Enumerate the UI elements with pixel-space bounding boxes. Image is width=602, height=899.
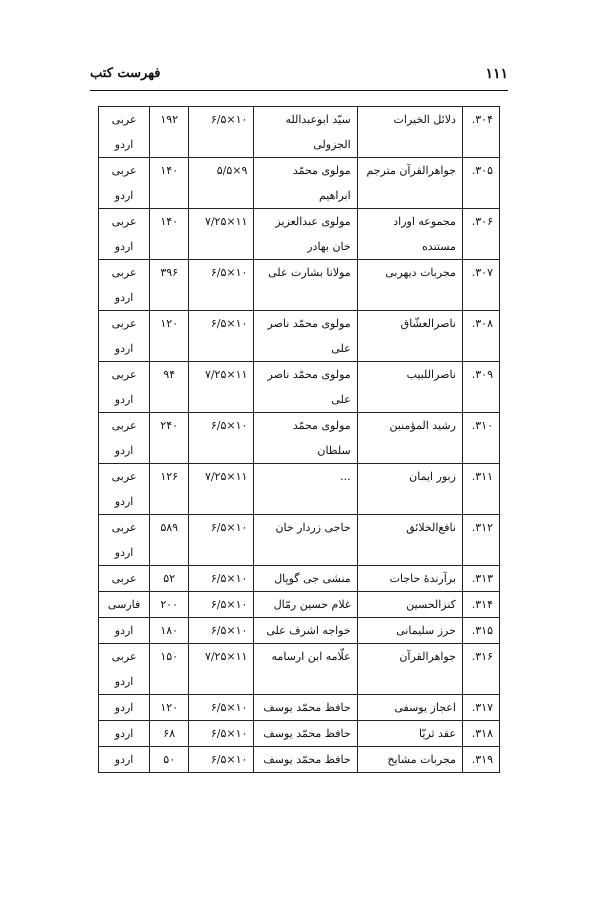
language-line: اردو (114, 189, 134, 202)
page-count-cell: ۲۰۰ (150, 592, 189, 618)
book-size-cell: ۹×۵/۵ (189, 158, 254, 209)
table-row (99, 747, 500, 773)
page-count-cell: ۵۸۹ (150, 515, 189, 566)
author-cell (254, 413, 357, 464)
table-row (99, 158, 500, 209)
author-line: حافظ محمّد یوسف (263, 727, 351, 740)
book-title-line: مستنده (422, 240, 456, 253)
table-row (99, 362, 500, 413)
author-cell (254, 618, 357, 644)
entry-number-cell: ۳۱۴. (462, 592, 499, 618)
page-count-cell: ۱۸۰ (150, 618, 189, 644)
language-line: عربی (111, 470, 137, 483)
entry-number-cell: ۳۱۱. (462, 464, 499, 515)
page-count-cell: ۱۴۰ (150, 158, 189, 209)
book-title-cell (357, 695, 462, 721)
book-size-cell: ۱۰×۶/۵ (189, 515, 254, 566)
entry-number-cell: ۳۱۶. (462, 644, 499, 695)
book-title-line: جواهرالقرآن مترجم (366, 164, 456, 177)
book-size-cell: ۱۰×۶/۵ (189, 260, 254, 311)
table-row (99, 464, 500, 515)
book-title-line: برآرندهٔ حاجات (389, 572, 456, 585)
book-size-cell: ۱۰×۶/۵ (189, 107, 254, 158)
author-line: غلام حسین رمّال (273, 598, 351, 611)
author-line: حافظ محمّد یوسف (263, 753, 351, 766)
language-line: فارسی (107, 598, 141, 611)
table-row (99, 413, 500, 464)
author-cell (254, 311, 357, 362)
entry-number-cell: ۳۱۷. (462, 695, 499, 721)
author-line: مولوی محمّد ناصر (267, 368, 351, 381)
book-title-line: عقد ثریّا (418, 727, 456, 740)
book-title-line: مجربات مشایخ (387, 753, 456, 766)
table-row (99, 311, 500, 362)
language-cell (99, 644, 150, 695)
book-title-cell (357, 464, 462, 515)
page-number: ۱۱۱ (485, 66, 508, 82)
book-size-cell: ۱۱×۷/۲۵ (189, 644, 254, 695)
author-line: مولوی محمّد ناصر (267, 317, 351, 330)
language-line: اردو (114, 624, 134, 637)
language-cell (99, 566, 150, 592)
entry-number-cell: ۳۱۹. (462, 747, 499, 773)
language-line: اردو (114, 291, 134, 304)
language-line: عربی (111, 164, 137, 177)
book-title-cell (357, 515, 462, 566)
page-count-cell: ۱۲۰ (150, 311, 189, 362)
book-title-cell (357, 209, 462, 260)
book-size-cell: ۱۱×۷/۲۵ (189, 362, 254, 413)
entry-number-cell: ۳۱۳. (462, 566, 499, 592)
author-cell (254, 695, 357, 721)
entry-number-cell: ۳۰۶. (462, 209, 499, 260)
page-count-cell: ۲۴۰ (150, 413, 189, 464)
book-title-cell (357, 260, 462, 311)
catalog-table (98, 106, 500, 773)
entry-number-cell: ۳۱۸. (462, 721, 499, 747)
book-title-line: مجموعه اوراد (393, 215, 456, 228)
author-line: سیّد ابوعبدالله (285, 113, 351, 126)
book-title-line: زبور ایمان (409, 470, 456, 483)
language-line: اردو (114, 240, 134, 253)
table-row (99, 592, 500, 618)
author-line: ابراهیم (318, 189, 351, 202)
language-line: اردو (114, 138, 134, 151)
book-title-line: دلائل الخيرات (393, 113, 456, 126)
page-count-cell: ۶۸ (150, 721, 189, 747)
language-line: عربی (111, 368, 137, 381)
entry-number-cell: ۳۱۵. (462, 618, 499, 644)
entry-number-cell: ۳۰۹. (462, 362, 499, 413)
language-line: عربی (111, 521, 137, 534)
book-size-cell: ۱۰×۶/۵ (189, 592, 254, 618)
book-size-cell: ۱۰×۶/۵ (189, 695, 254, 721)
language-cell (99, 515, 150, 566)
language-cell (99, 209, 150, 260)
book-title-line: ناصراللبیب (406, 368, 456, 381)
author-line: علی (331, 393, 351, 406)
table-row (99, 618, 500, 644)
language-line: عربی (111, 266, 137, 279)
book-title-line: نافع‌الخلائق (406, 521, 456, 534)
table-row (99, 515, 500, 566)
author-line: الجزولی (313, 138, 351, 151)
author-cell (254, 260, 357, 311)
table-row (99, 209, 500, 260)
table-row (99, 695, 500, 721)
table-row (99, 721, 500, 747)
author-line: مولوی محمّد (292, 419, 351, 432)
book-title-line: جواهرالقرآن (399, 650, 456, 663)
author-line: مولوی عبدالعزیز (275, 215, 351, 228)
author-cell (254, 747, 357, 773)
author-line: حافظ محمّد یوسف (263, 701, 351, 714)
page-count-cell: ۱۵۰ (150, 644, 189, 695)
entry-number-cell: ۳۰۴. (462, 107, 499, 158)
author-cell (254, 209, 357, 260)
page-count-cell: ۳۹۶ (150, 260, 189, 311)
author-line: سلطان (317, 444, 351, 457)
language-cell (99, 107, 150, 158)
table-row (99, 107, 500, 158)
language-line: عربی (111, 650, 137, 663)
author-cell (254, 566, 357, 592)
author-line: مولانا بشارت علی (268, 266, 351, 279)
author-line: مولوی محمّد (292, 164, 351, 177)
book-size-cell: ۱۰×۶/۵ (189, 311, 254, 362)
page-header (90, 66, 508, 88)
language-line: اردو (114, 753, 134, 766)
page-count-cell: ۱۲۶ (150, 464, 189, 515)
running-title: فهرست کتب (90, 66, 161, 81)
language-line: عربی (111, 215, 137, 228)
language-line: عربی (111, 572, 137, 585)
book-title-line: اعجاز یوسفی (394, 701, 456, 714)
language-cell (99, 747, 150, 773)
table-row (99, 644, 500, 695)
book-size-cell: ۱۰×۶/۵ (189, 721, 254, 747)
author-cell (254, 464, 357, 515)
table-row (99, 566, 500, 592)
language-line: عربی (111, 317, 137, 330)
language-cell (99, 618, 150, 644)
page-count-cell: ۹۴ (150, 362, 189, 413)
book-title-cell (357, 566, 462, 592)
language-line: اردو (114, 393, 134, 406)
book-title-line: مجربات دیهربی (385, 266, 456, 279)
book-title-cell (357, 311, 462, 362)
language-line: عربی (111, 113, 137, 126)
entry-number-cell: ۳۱۲. (462, 515, 499, 566)
language-line: اردو (114, 675, 134, 688)
author-cell (254, 362, 357, 413)
language-line: اردو (114, 727, 134, 740)
book-title-cell (357, 362, 462, 413)
book-size-cell: ۱۰×۶/۵ (189, 618, 254, 644)
book-title-cell (357, 747, 462, 773)
book-title-line: کنزالحسین (406, 598, 456, 611)
language-cell (99, 362, 150, 413)
book-title-line: حرز سلیمانی (396, 624, 456, 637)
language-line: اردو (114, 495, 134, 508)
entry-number-cell: ۳۰۷. (462, 260, 499, 311)
language-cell (99, 592, 150, 618)
language-cell (99, 413, 150, 464)
author-line: ... (340, 470, 351, 483)
language-cell (99, 695, 150, 721)
book-size-cell: ۱۱×۷/۲۵ (189, 209, 254, 260)
book-title-cell (357, 644, 462, 695)
book-title-cell (357, 618, 462, 644)
author-line: حاجی زردار خان (275, 521, 351, 534)
language-cell (99, 311, 150, 362)
book-title-cell (357, 413, 462, 464)
author-cell (254, 107, 357, 158)
table-row (99, 260, 500, 311)
author-cell (254, 158, 357, 209)
book-title-cell (357, 721, 462, 747)
book-title-line: رشید المؤمنین (389, 419, 456, 432)
entry-number-cell: ۳۰۵. (462, 158, 499, 209)
book-title-cell (357, 592, 462, 618)
book-size-cell: ۱۰×۶/۵ (189, 747, 254, 773)
book-size-cell: ۱۰×۶/۵ (189, 413, 254, 464)
language-line: اردو (114, 342, 134, 355)
page-count-cell: ۱۴۰ (150, 209, 189, 260)
book-title-cell (357, 158, 462, 209)
language-cell (99, 158, 150, 209)
author-cell (254, 515, 357, 566)
author-line: منشی جی گوپال (274, 572, 351, 585)
book-title-line: ناصرالعشّاق (400, 317, 456, 330)
language-line: اردو (114, 546, 134, 559)
entry-number-cell: ۳۰۸. (462, 311, 499, 362)
book-title-cell (357, 107, 462, 158)
author-line: علّامه ابن ارسامه (271, 650, 351, 663)
page-count-cell: ۱۹۲ (150, 107, 189, 158)
page-count-cell: ۵۰ (150, 747, 189, 773)
author-cell (254, 721, 357, 747)
header-rule (90, 90, 508, 91)
language-cell (99, 260, 150, 311)
language-line: اردو (114, 444, 134, 457)
author-line: خان بهادر (307, 240, 351, 253)
author-cell (254, 592, 357, 618)
book-size-cell: ۱۱×۷/۲۵ (189, 464, 254, 515)
language-line: اردو (114, 701, 134, 714)
language-line: عربی (111, 419, 137, 432)
author-cell (254, 644, 357, 695)
book-size-cell: ۱۰×۶/۵ (189, 566, 254, 592)
page-count-cell: ۱۲۰ (150, 695, 189, 721)
page-count-cell: ۵۲ (150, 566, 189, 592)
language-cell (99, 721, 150, 747)
entry-number-cell: ۳۱۰. (462, 413, 499, 464)
author-line: علی (331, 342, 351, 355)
author-line: خواجه اشرف علی (266, 624, 351, 637)
language-cell (99, 464, 150, 515)
